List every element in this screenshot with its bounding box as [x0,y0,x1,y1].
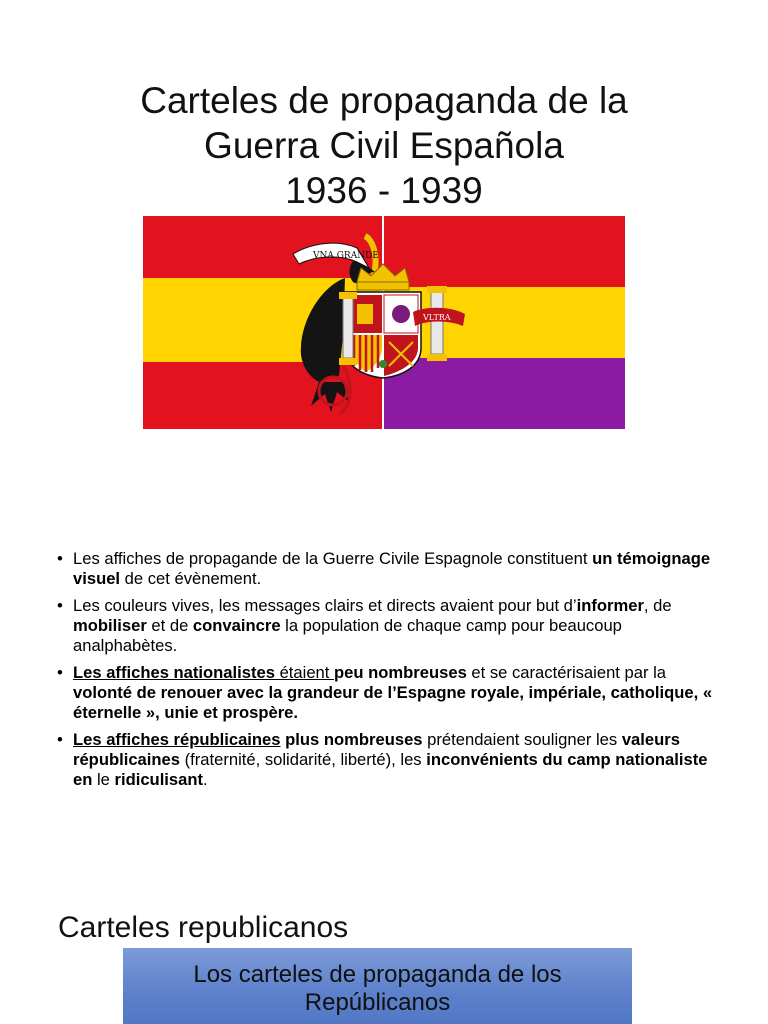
bullet-list [57,549,721,797]
bullet-text: le [92,770,115,789]
bullet-text: la population de chaque camp pour beaucoup analphabètes. [73,616,622,655]
bullet-dot: • [57,596,63,615]
slide-title [0,78,768,213]
bullet-emphasis: plus nombreuses [285,730,423,749]
banner-line-2: Repúblicanos [304,989,451,1016]
bullet-emphasis: Les affiches républicaines [73,730,281,749]
bullet-item [57,730,721,790]
bullet-emphasis: inconvénients du camp nationaliste en [73,750,708,789]
republican-flag-red [384,216,625,287]
bullet-dot: • [57,730,63,749]
section-heading: Carteles republicanos [58,911,349,944]
bullet-dot: • [57,663,63,682]
bullet-emphasis: volonté de renouer avec la grandeur de l’Espagne royale, impériale, catholique, « éternelle », unie et prospère. [73,683,713,722]
bullet-item [57,663,721,723]
banner-line-1: Los carteles de propaganda de los [193,961,562,988]
svg-text:VNA GRANDE: VNA GRANDE [313,251,379,261]
bullet-dot: • [57,549,63,568]
bullet-item [57,549,721,589]
bullet-text: de cet évènement. [120,569,262,588]
bullet-text: prétendaient souligner les [422,730,622,749]
bullet-emphasis: ridiculisant [114,770,204,789]
bullet-text: et se caractérisaient par la [466,663,667,682]
bullet-text: , de [643,596,672,615]
bullet-emphasis: un témoignage visuel [73,549,711,588]
coat-of-arms-icon [345,292,421,378]
bullet-text: et de [146,616,193,635]
republican-flag-purple [384,358,625,429]
bullet-emphasis: convaincre [192,616,281,635]
banner-image [123,948,632,1024]
flags-illustration [143,216,625,429]
bullet-emphasis: peu nombreuses [334,663,467,682]
bullet-emphasis: informer [576,596,644,615]
bullet-text: Les affiches de propagande de la Guerre Civile Espagnole constituent [73,549,593,568]
bullet-text: étaient [274,663,335,682]
bullet-text: . [203,770,208,789]
bullet-emphasis: Les affiches nationalistes [73,663,275,682]
bullet-item [57,596,721,656]
title-line-3: 1936 - 1939 [285,170,483,211]
title-line-1: Carteles de propaganda de la [140,80,628,121]
bullet-emphasis: valeurs républicaines [73,730,680,769]
svg-text:VLTRA: VLTRA [423,313,451,322]
bullet-text: (fraternité, solidarité, liberté), les [179,750,427,769]
flags-image [143,216,625,429]
bullet-text: Les couleurs vives, les messages clairs et directs avaient pour but d’ [73,596,577,615]
bullet-emphasis: mobiliser [73,616,147,635]
title-line-2: Guerra Civil Española [204,125,564,166]
